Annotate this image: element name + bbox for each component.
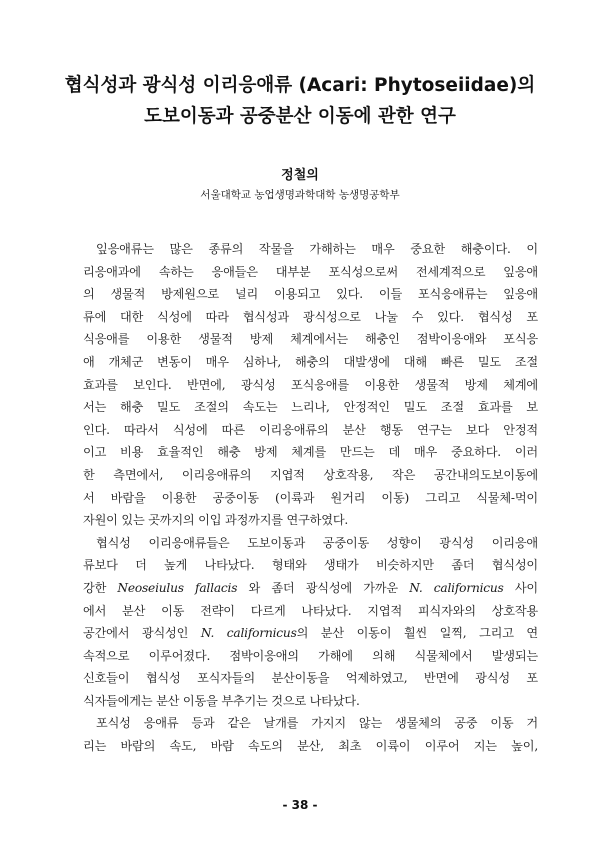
body-line: 인다. 따라서 식성에 따른 이리응애류의 분산 행동 연구는 보다 안정적 — [83, 422, 538, 437]
body-line: 포식성 응애류 등과 같은 날개를 가지지 않는 생물체의 공중 이동 거 — [96, 716, 538, 731]
body-line: 이고 비용 효율적인 해충 방제 체계를 만드는 데 매우 중요하다. 이러 — [83, 445, 538, 460]
body-line: 신호들이 협식성 포식자들의 분산이동을 억제하였고, 반면에 광식성 포 — [83, 671, 538, 686]
body-line: 의 생물적 방제원으로 널리 이용되고 있다. 이들 포식응애류는 잎응애 — [83, 287, 538, 302]
body-line: 속적으로 이루어졌다. 점박이응애의 가해에 의해 식물체에서 발생되는 — [83, 648, 538, 663]
species-name: N. californicus — [409, 580, 504, 595]
body-text: 와 좀더 광식성에 가까운 — [237, 580, 410, 595]
body-line: 리응애과에 속하는 응애들은 대부분 포식성으로써 전세계적으로 잎응애 — [83, 264, 538, 279]
body-text: 공간에서 광식성인 — [83, 626, 201, 641]
body-line: 식응애를 이용한 생물적 방제 체계에서는 해충인 점박이응애와 포식응 — [83, 332, 538, 347]
paper-title — [40, 70, 560, 132]
body-line: 식자들에게는 분산 이동을 부추기는 것으로 나타났다. — [83, 693, 360, 708]
body-text: 사이 — [503, 580, 539, 595]
species-name: Neoseiulus fallacis — [117, 580, 238, 595]
body-line: 류에 대한 식성에 따라 협식성과 광식성으로 나눌 수 있다. 협식성 포 — [83, 309, 538, 324]
abstract-body — [83, 238, 538, 758]
body-line: 자원이 있는 곳까지의 이입 과정까지를 연구하였다. — [83, 513, 349, 528]
body-line: 애 개체군 변동이 매우 심하나, 해충의 대발생에 대해 빠른 밀도 조절 — [83, 354, 538, 369]
title-line-2: 도보이동과 공중분산 이동에 관한 연구 — [144, 106, 456, 127]
body-line: 협식성 이리응애류들은 도보이동과 공중이동 성향이 광식성 이리응애 — [96, 535, 538, 550]
body-line: 에서 분산 이동 전략이 다르게 나타났다. 지엽적 피식자와의 상호작용 — [83, 603, 538, 618]
author-affiliation: 서울대학교 농업생명과학대학 농생명공학부 — [200, 189, 400, 201]
body-text: 의 분산 이동이 훨씬 일찍, 그리고 연 — [296, 626, 538, 641]
body-line — [83, 622, 538, 645]
title-line-1: 협식성과 광식성 이리응애류 (Acari: Phytoseiidae)의 — [64, 75, 536, 96]
body-text: 강한 — [83, 580, 118, 595]
body-line: 류보다 더 높게 나타났다. 형태와 생태가 비슷하지만 좀더 협식성이 — [83, 558, 538, 573]
body-line — [83, 577, 538, 600]
species-name: N. californicus — [200, 626, 297, 641]
author-name: 정철의 — [281, 168, 319, 183]
page-number: - 38 - — [282, 798, 318, 812]
body-line: 한 측면에서, 이리응애류의 지엽적 상호작용, 작은 공간내의도보이동에 — [83, 467, 538, 482]
body-line: 리는 바람의 속도, 바람 속도의 분산, 최초 이륙이 이루어 지는 높이, — [83, 739, 538, 754]
body-line: 서 바람을 이용한 공중이동 (이륙과 원거리 이동) 그리고 식물체-먹이 — [83, 490, 538, 505]
body-line: 잎응애류는 많은 종류의 작물을 가해하는 매우 중요한 해충이다. 이 — [96, 242, 538, 256]
body-line: 서는 해충 밀도 조절의 속도는 느리나, 안정적인 밀도 조절 효과를 보 — [83, 400, 538, 415]
body-line: 효과를 보인다. 반면에, 광식성 포식응애를 이용한 생물적 방제 체계에 — [83, 377, 538, 392]
